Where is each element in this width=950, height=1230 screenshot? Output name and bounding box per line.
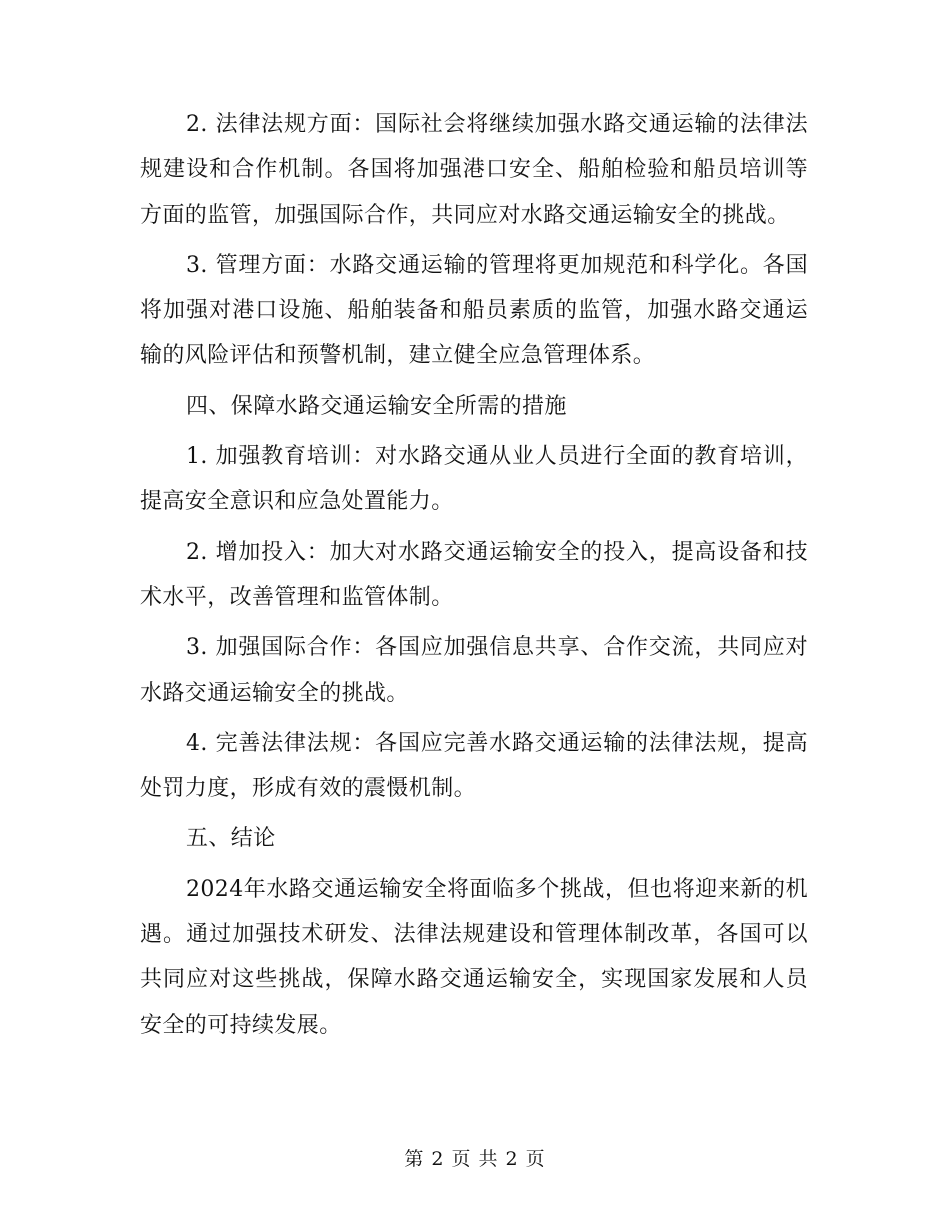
paragraph-increase-investment: 2. 增加投入：加大对水路交通运输安全的投入，提高设备和技术水平，改善管理和监管体制。 bbox=[140, 539, 808, 610]
paragraph-conclusion: 2024年水路交通运输安全将面临多个挑战，但也将迎来新的机遇。通过加强技术研发、法律法规建设和管理体制改革，各国可以共同应对这些挑战，保障水路交通运输安全，实现国家发展和人员安全的可持续发展。 bbox=[140, 876, 808, 1038]
section-heading-measures: 四、保障水路交通运输安全所需的措施 bbox=[186, 393, 567, 419]
paragraph-international-cooperation: 3. 加强国际合作：各国应加强信息共享、合作交流，共同应对水路交通运输安全的挑战。 bbox=[140, 635, 808, 706]
document-body bbox=[140, 102, 808, 1053]
page-number-footer: 第 2 页 共 2 页 bbox=[404, 1148, 546, 1170]
paragraph-legal-regulations: 2. 法律法规方面：国际社会将继续加强水路交通运输的法律法规建设和合作机制。各国将加强港口安全、船舶检验和船员培训等方面的监管，加强国际合作，共同应对水路交通运输安全的挑战。 bbox=[140, 112, 808, 228]
paragraph-management: 3. 管理方面：水路交通运输的管理将更加规范和科学化。各国将加强对港口设施、船舶装备和船员素质的监管，加强水路交通运输的风险评估和预警机制，建立健全应急管理体系。 bbox=[140, 252, 808, 369]
section-heading-conclusion: 五、结论 bbox=[186, 826, 276, 852]
paragraph-improve-laws: 4. 完善法律法规：各国应完善水路交通运输的法律法规，提高处罚力度，形成有效的震慑机制。 bbox=[140, 730, 808, 802]
paragraph-education-training: 1. 加强教育培训：对水路交通从业人员进行全面的教育培训，提高安全意识和应急处置能力。 bbox=[140, 444, 808, 515]
